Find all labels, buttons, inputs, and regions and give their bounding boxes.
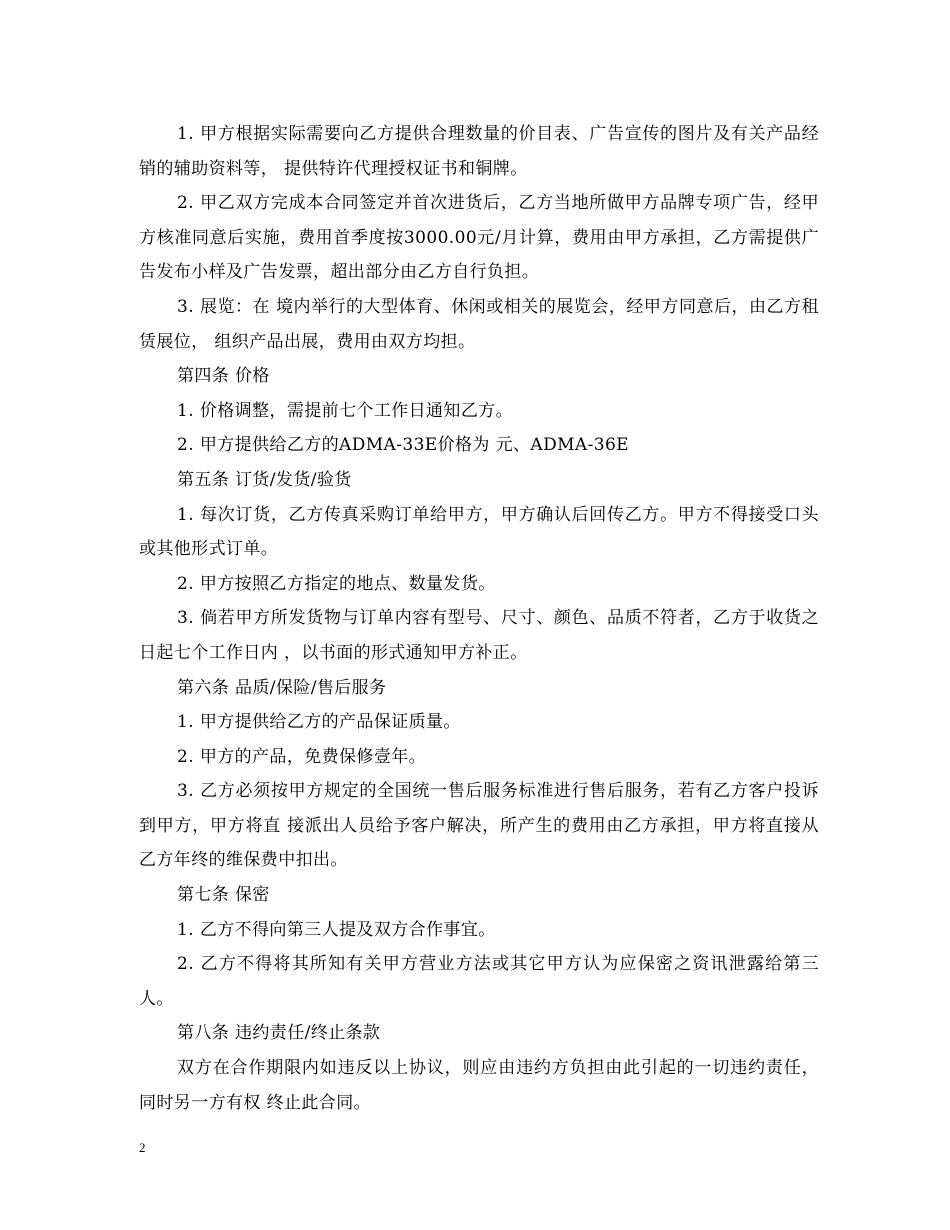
section-heading: 第六条 品质/保险/售后服务 [177, 677, 387, 698]
contract-body [139, 117, 819, 1120]
clause-paragraph: 双方在合作期限内如违反以上协议，则应由违约方负担由此引起的一切违约责任，同时另一方有权 终止此合同。 [139, 1058, 819, 1113]
clause-paragraph: 1. 每次订货，乙方传真采购订单给甲方，甲方确认后回传乙方。甲方不得接受口头或其他形式订单。 [139, 504, 819, 560]
clause-paragraph: 3. 倘若甲方所发货物与订单内容有型号、尺寸、颜色、品质不符者，乙方于收货之日起七个工作日内 ，以书面的形式通知甲方补正。 [139, 608, 819, 663]
clause-paragraph: 1. 乙方不得向第三人提及双方合作事宜。 [177, 919, 496, 940]
clause-paragraph: 2. 甲方的产品，免费保修壹年。 [177, 746, 427, 767]
section-heading: 第八条 违约责任/终止条款 [177, 1023, 381, 1044]
clause-paragraph: 2. 乙方不得将其所知有关甲方营业方法或其它甲方认为应保密之资讯泄露给第三人。 [139, 954, 819, 1009]
clause-paragraph: 2. 甲方按照乙方指定的地点、数量发货。 [177, 573, 496, 594]
page-number: 2 [139, 1140, 146, 1155]
section-heading: 第七条 保密 [177, 885, 270, 906]
clause-paragraph: 3. 展览：在 境内举行的大型体育、休闲或相关的展览会，经甲方同意后，由乙方租赁展位， 组织产品出展，费用由双方均担。 [139, 296, 819, 352]
section-heading: 第五条 订货/发货/验货 [177, 469, 352, 490]
clause-paragraph: 2. 甲乙双方完成本合同签定并首次进货后，乙方当地所做甲方品牌专项广告，经甲方核准同意后实施，费用首季度按3000.00元/月计算，费用由甲方承担，乙方需提供广告发布小样及广告发票，超出部分由乙方自行负担。 [139, 193, 819, 283]
section-heading: 第四条 价格 [177, 366, 270, 387]
clause-paragraph: 3. 乙方必须按甲方规定的全国统一售后服务标准进行售后服务，若有乙方客户投诉到甲方，甲方将直 接派出人员给予客户解决，所产生的费用由乙方承担，甲方将直接从乙方年终的维保费中扣出。 [139, 781, 819, 871]
clause-paragraph: 1. 甲方提供给乙方的产品保证质量。 [177, 712, 461, 733]
clause-paragraph: 1. 甲方根据实际需要向乙方提供合理数量的价目表、广告宣传的图片及有关产品经销的辅助资料等， 提供特许代理授权证书和铜牌。 [139, 124, 819, 179]
clause-paragraph: 2. 甲方提供给乙方的ADMA-33E价格为 元、ADMA-36E [177, 435, 629, 456]
clause-paragraph: 1. 价格调整，需提前七个工作日通知乙方。 [177, 400, 514, 421]
